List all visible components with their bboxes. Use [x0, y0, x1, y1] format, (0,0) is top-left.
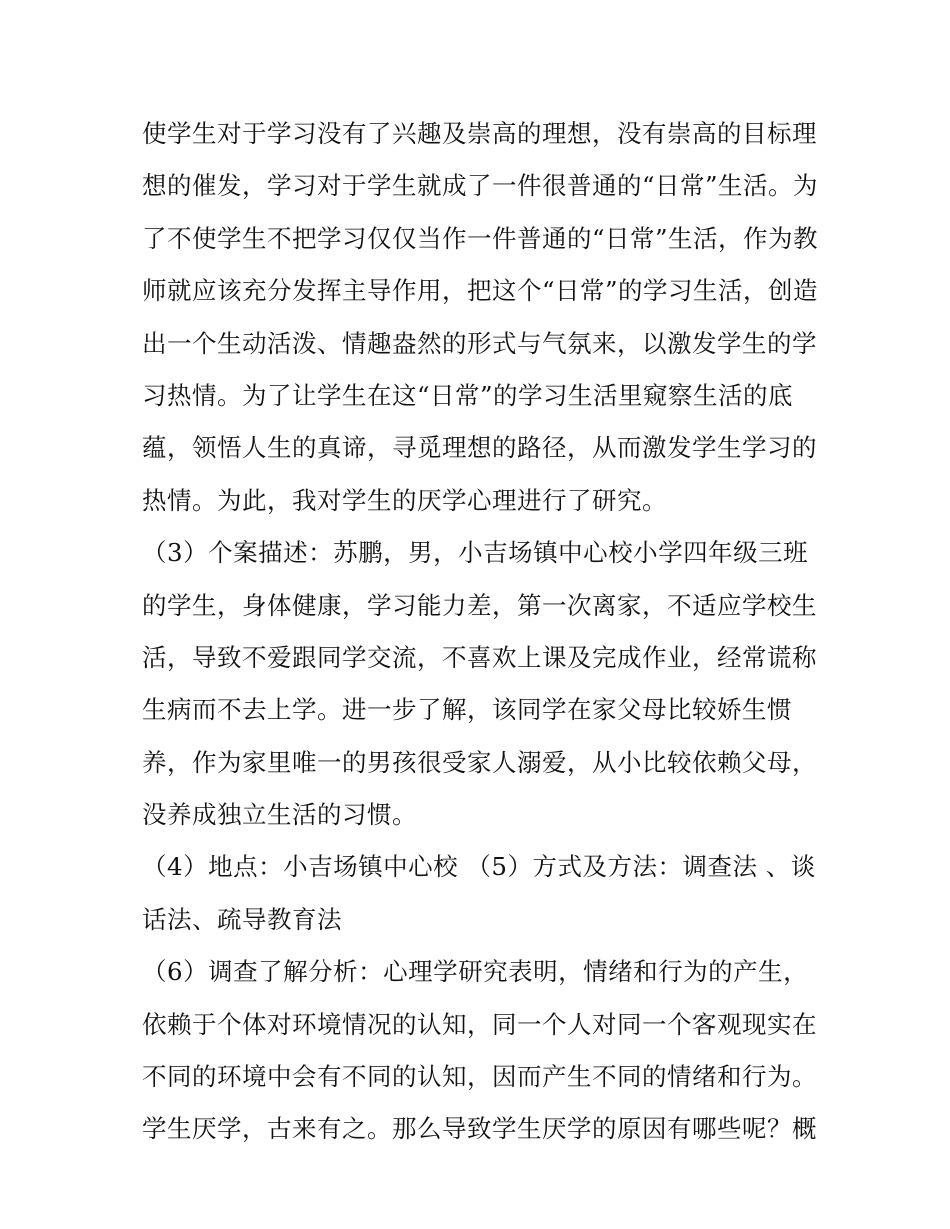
text-line: 依赖于个体对环境情况的认知，同一个人对同一个客观现实在 [142, 1009, 817, 1039]
text-line: （6）调查了解分析：心理学研究表明，情绪和行为的产生， [142, 957, 809, 987]
text-line: 想的催发，学习对于学生就成了一件很普通的“日常”生活。为 [142, 171, 819, 201]
text-line: 生病而不去上学。进一步了解，该同学在家父母比较娇生惯 [142, 695, 792, 725]
text-line: 出一个生动活泼、情趣盎然的形式与气氛来，以激发学生的学 [142, 328, 817, 358]
text-line: 的学生，身体健康，学习能力差，第一次离家，不适应学校生 [142, 590, 817, 620]
text-line: 师就应该充分发挥主导作用，把这个“日常”的学习生活，创造 [142, 276, 819, 306]
text-line: 不同的环境中会有不同的认知，因而产生不同的情绪和行为。 [142, 1062, 817, 1092]
body-text [142, 108, 822, 1156]
text-line: 养，作为家里唯一的男孩很受家人溺爱，从小比较依赖父母， [142, 747, 817, 777]
text-line: 活，导致不爱跟同学交流，不喜欢上课及完成作业，经常谎称 [142, 642, 817, 672]
text-line: 学生厌学，古来有之。那么导致学生厌学的原因有哪些呢？概 [142, 1114, 817, 1144]
text-line: 使学生对于学习没有了兴趣及崇高的理想，没有崇高的目标理 [142, 119, 817, 148]
text-line: 话法、疏导教育法 [142, 904, 342, 934]
text-line: 习热情。为了让学生在这“日常”的学习生活里窥察生活的底 [142, 380, 794, 410]
text-line: 蕴，领悟人生的真谛，寻觅理想的路径，从而激发学生学习的 [142, 433, 817, 463]
text-line: 了不使学生不把学习仅仅当作一件普通的“日常”生活，作为教 [142, 223, 819, 253]
text-line: 热情。为此，我对学生的厌学心理进行了研究。 [142, 485, 667, 515]
text-line: （4）地点：小吉场镇中心校 （5）方式及方法：调查法 、谈 [142, 852, 816, 882]
text-line: 没养成独立生活的习惯。 [142, 800, 417, 830]
text-line: （3）个案描述：苏鹏，男，小吉场镇中心校小学四年级三班 [142, 538, 809, 568]
